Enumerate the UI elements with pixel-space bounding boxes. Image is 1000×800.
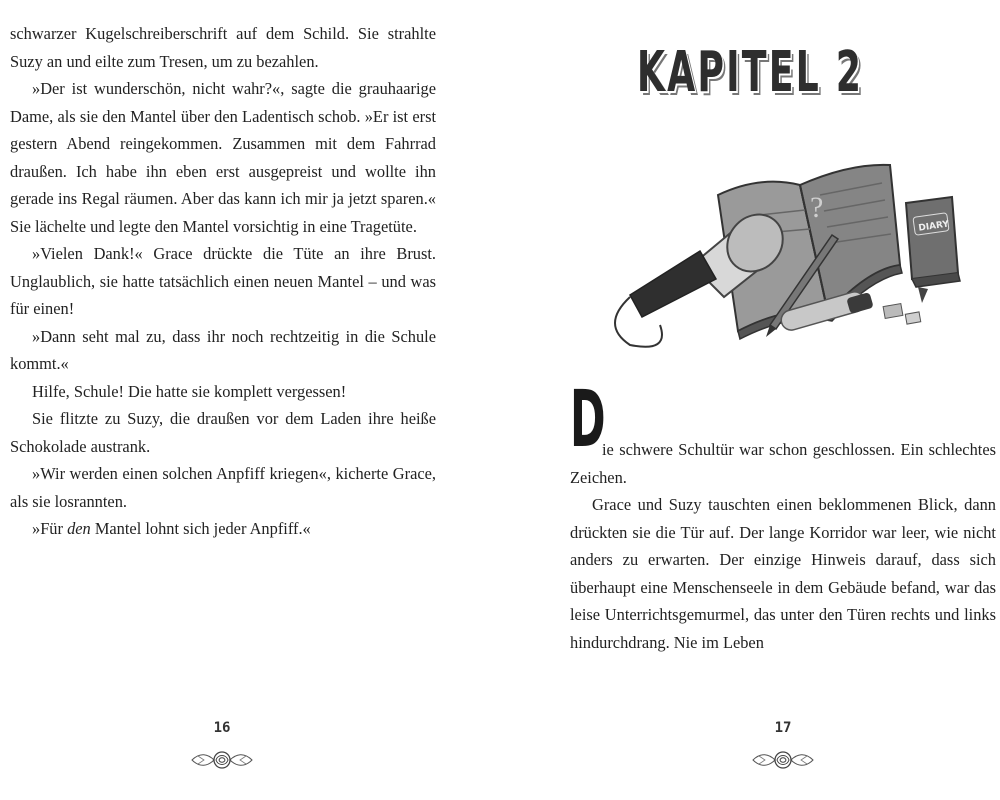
diary-label: DIARY (917, 219, 950, 234)
page-number: 17 (774, 720, 792, 736)
paragraph (570, 436, 996, 491)
paragraph: Grace und Suzy tauschten einen beklommenen Blick, dann drückten sie die Tür auf. Der lange Korridor war leer, wie nicht anders zu erwarten. Der einzige Hinweis darauf, dass sich überhaupt eine Menschenseele in dem Gebäude befand, war das leise Unterrichtsgemurmel, das unter den Türen rechts und links hindurchdrang. Nie im Leben (570, 495, 996, 652)
paragraph (10, 515, 436, 543)
left-page-text (10, 20, 436, 543)
paragraph: Hilfe, Schule! Die hatte sie komplett vergessen! (32, 381, 347, 401)
right-page-text (570, 436, 996, 656)
paragraph-text-start: »Für (32, 519, 68, 538)
right-page (500, 0, 1000, 800)
diary-microphone-illustration (600, 155, 970, 365)
rose-ornament-icon (190, 748, 254, 772)
paragraph: »Wir werden einen solchen Anpfiff kriegen«, kicherte Grace, als sie losrannten. (10, 464, 436, 511)
drop-cap: D (570, 375, 606, 465)
question-mark-text: ? (810, 191, 824, 224)
paragraph: »Der ist wunderschön, nicht wahr?«, sagte die grauhaarige Dame, als sie den Mantel über den Ladentisch schob. »Er ist erst gestern Abend reingekommen. Zusammen mit dem Fahrrad draußen. Ich habe ihn eben erst ausgepreist und wollte ihn gerade ins Regal räumen. Aber das kann ich mir ja jetzt sparen.« Sie lächelte und legte den Mantel vorsichtig in eine Tragetüte. (10, 79, 436, 236)
rose-ornament-icon (751, 748, 815, 772)
chapter-title: KAPITEL 2 (636, 40, 864, 105)
emphasized-word: den (67, 519, 91, 538)
paragraph: schwarzer Kugelschreiberschrift auf dem Schild. Sie strahlte Suzy an und eilte zum Tresen, um zu bezahlen. (10, 24, 436, 71)
paragraph: »Dann seht mal zu, dass ihr noch rechtzeitig in die Schule kommt.« (10, 326, 436, 373)
page-number: 16 (213, 720, 231, 736)
paragraph: »Vielen Dank!« Grace drückte die Tüte an ihre Brust. Unglaublich, sie hatte tatsächlich einen neuen Mantel – und was für einen! (10, 244, 436, 318)
paragraph-text-end: Mantel lohnt sich jeder Anpfiff.« (90, 519, 311, 538)
first-paragraph-text: ie schwere Schultür war schon geschlossen. Ein schlechtes Zeichen. (570, 440, 996, 487)
paragraph: Sie flitzte zu Suzy, die draußen vor dem Laden ihre heiße Schokolade austrank. (10, 409, 436, 456)
